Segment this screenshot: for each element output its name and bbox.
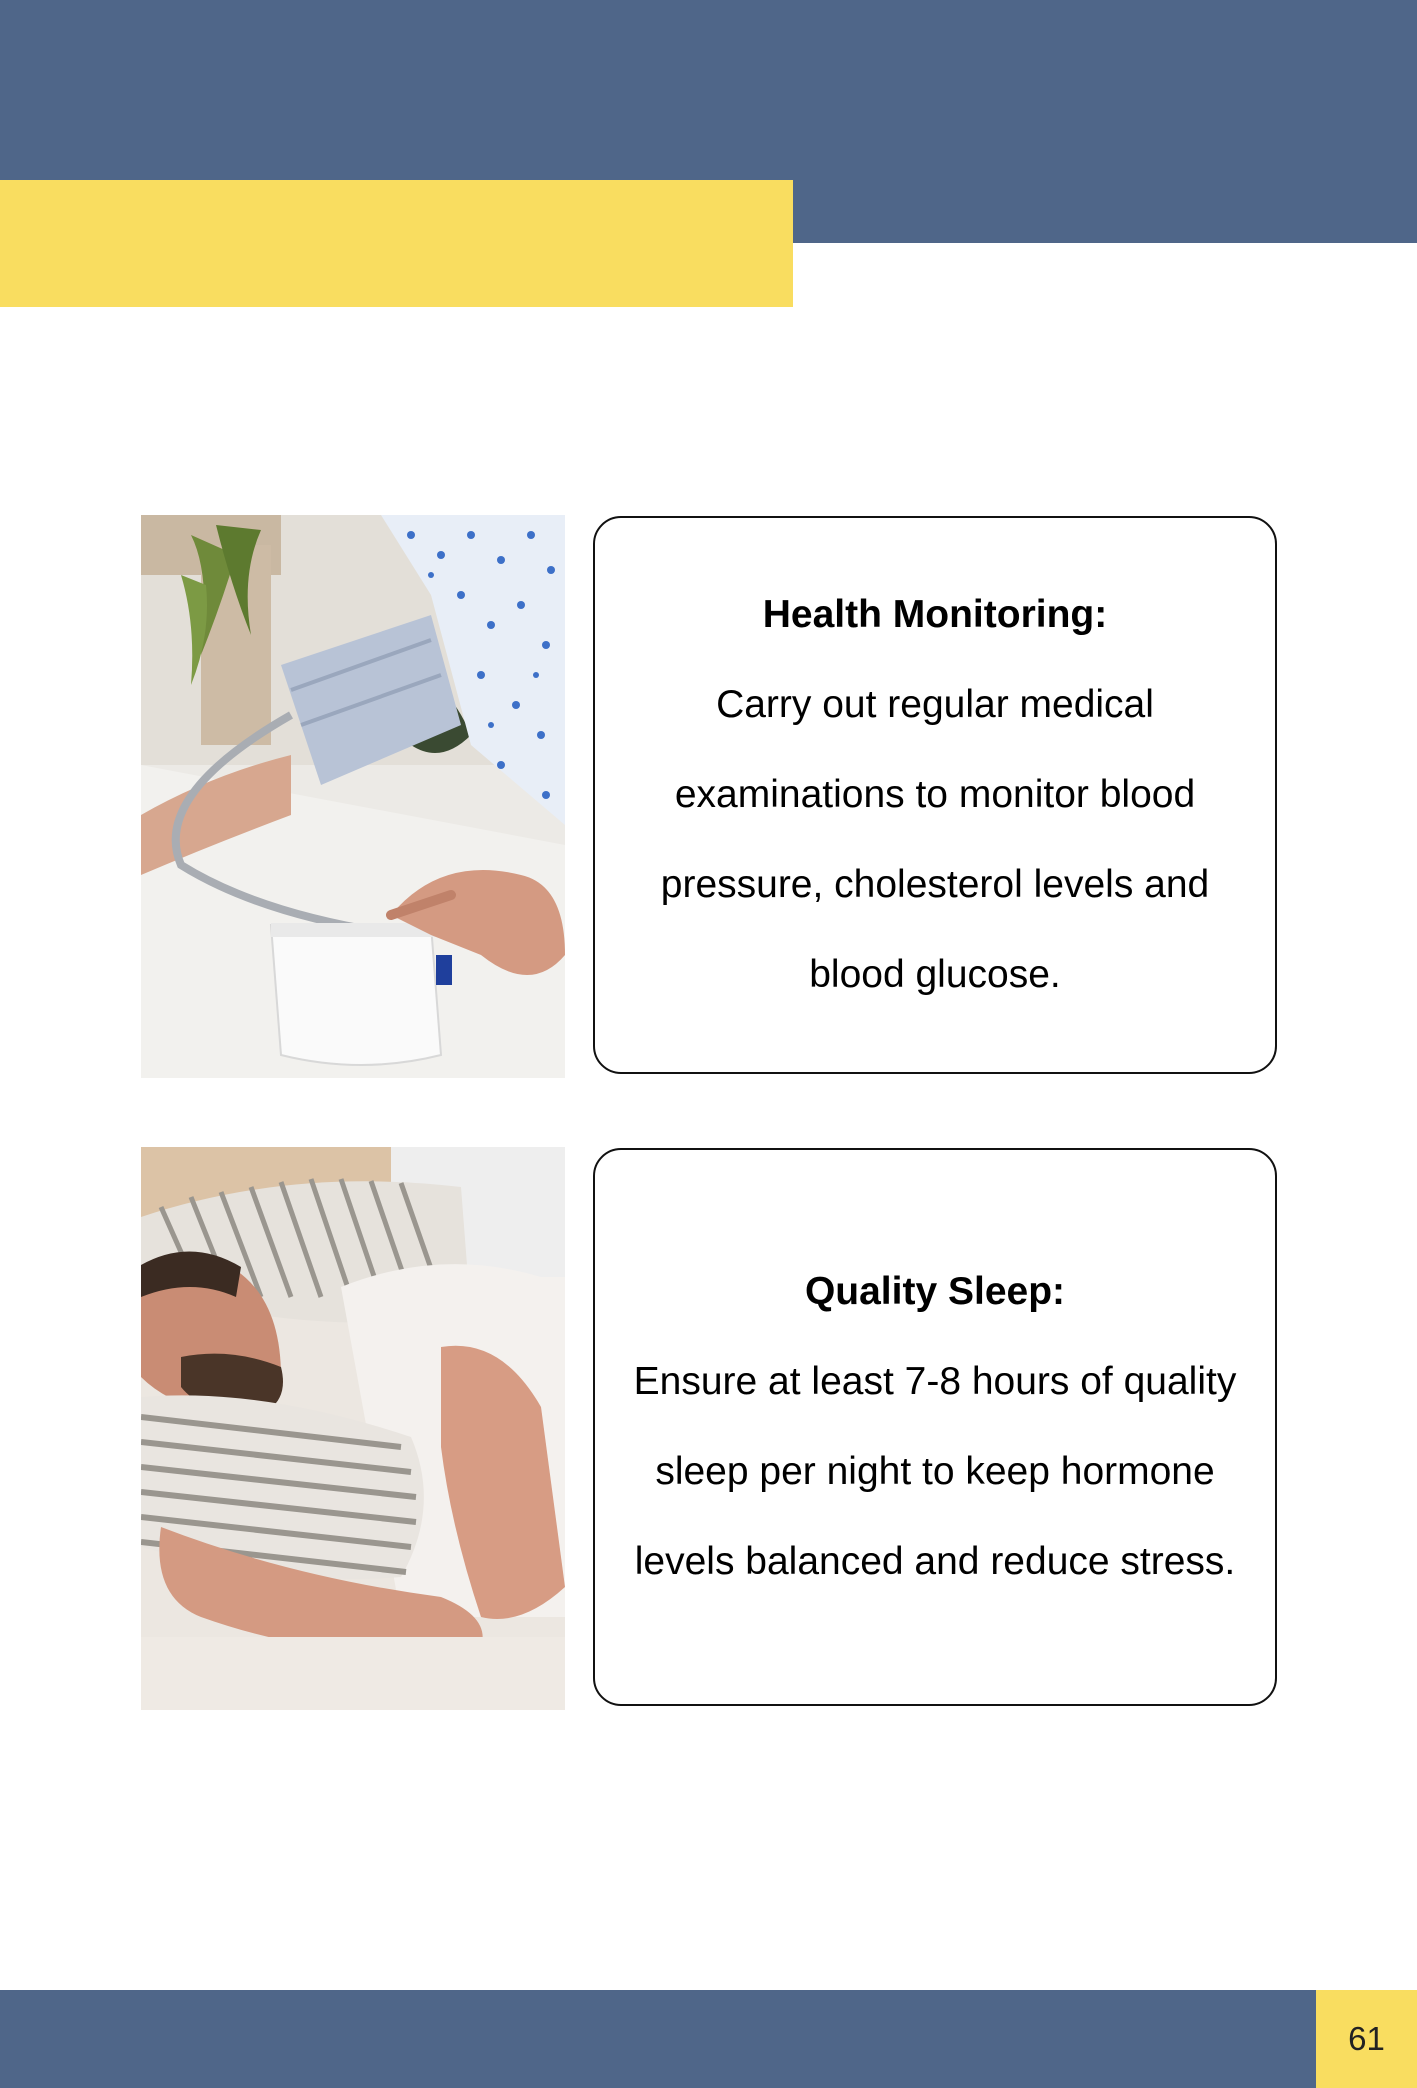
quality-sleep-card <box>593 1148 1277 1706</box>
card-title: Quality Sleep: <box>804 1270 1066 1313</box>
card-text: Ensure at least 7-8 hours of quality sleep per night to keep hormone levels balanced and reduce stress. <box>633 1360 1237 1583</box>
header-notch <box>793 243 1417 307</box>
page-number: 61 <box>1316 1990 1417 2088</box>
card-text: Carry out regular medical examinations to monitor blood pressure, cholesterol levels and blood glucose. <box>660 683 1210 996</box>
blood-pressure-photo <box>141 515 565 1078</box>
health-monitoring-card <box>593 516 1277 1074</box>
footer-band <box>0 1990 1316 2088</box>
sleeping-man-photo <box>141 1147 565 1710</box>
card-title: Health Monitoring: <box>762 593 1108 636</box>
header-accent-bar <box>0 180 793 307</box>
